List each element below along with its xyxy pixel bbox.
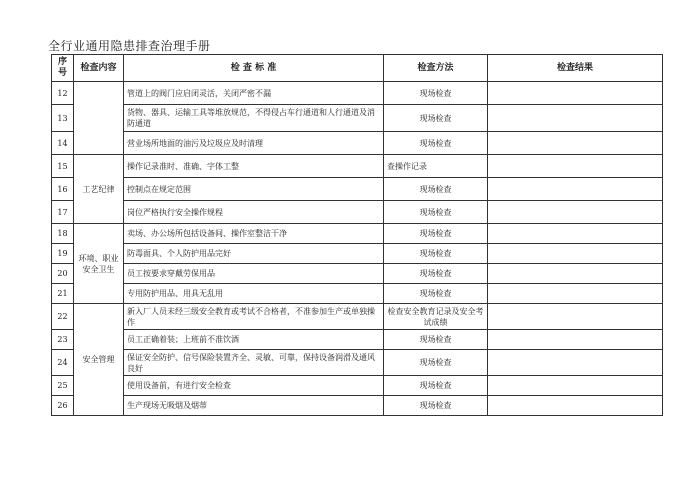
row-standard: 操作记录准时、准确、字体工整 <box>124 155 384 178</box>
row-standard: 员工正确着装；上班前不准饮酒 <box>124 330 384 350</box>
row-number: 25 <box>52 376 74 396</box>
table-row <box>52 264 663 284</box>
row-result <box>488 244 663 264</box>
category-environment: 环境、职业安全卫生 <box>74 224 124 304</box>
inspection-table <box>51 54 663 416</box>
header-content: 检查内容 <box>74 55 124 82</box>
table-row <box>52 396 663 416</box>
row-result <box>488 350 663 376</box>
row-method: 现场检查 <box>384 132 488 155</box>
row-result <box>488 304 663 330</box>
header-result: 检查结果 <box>488 55 663 82</box>
row-method: 现场检查 <box>384 201 488 224</box>
row-number: 24 <box>52 350 74 376</box>
row-method: 现场检查 <box>384 264 488 284</box>
row-result <box>488 396 663 416</box>
category-process: 工艺纪律 <box>74 155 124 224</box>
row-method: 现场检查 <box>384 396 488 416</box>
row-method: 现场检查 <box>384 350 488 376</box>
table-row <box>52 178 663 201</box>
table-row <box>52 244 663 264</box>
row-standard: 员工按要求穿戴劳保用品 <box>124 264 384 284</box>
header-standard: 检 查 标 准 <box>124 55 384 82</box>
table-row <box>52 350 663 376</box>
row-method: 查操作记录 <box>384 155 488 178</box>
row-number: 15 <box>52 155 74 178</box>
table-row <box>52 330 663 350</box>
row-result <box>488 376 663 396</box>
row-standard: 保证安全防护、信号保险装置齐全、灵敏、可靠，保持设备润滑及通风良好 <box>124 350 384 376</box>
row-result <box>488 82 663 105</box>
row-method: 检查安全教育记录及安全考试成绩 <box>384 304 488 330</box>
row-number: 21 <box>52 284 74 304</box>
row-result <box>488 105 663 132</box>
row-number: 14 <box>52 132 74 155</box>
row-standard: 新入厂人员未经三级安全教育或考试不合格者，不准参加生产或单独操作 <box>124 304 384 330</box>
row-method: 现场检查 <box>384 376 488 396</box>
table-row <box>52 132 663 155</box>
row-result <box>488 132 663 155</box>
row-result <box>488 155 663 178</box>
row-result <box>488 178 663 201</box>
row-result <box>488 264 663 284</box>
header-method: 检查方法 <box>384 55 488 82</box>
page-title: 全行业通用隐患排查治理手册 <box>48 39 211 53</box>
row-method: 现场检查 <box>384 224 488 244</box>
row-method: 现场检查 <box>384 178 488 201</box>
row-number: 16 <box>52 178 74 201</box>
row-standard: 货物、器具、运输工具等堆放规范，不得侵占车行通道和人行通道及消防通道 <box>124 105 384 132</box>
row-method: 现场检查 <box>384 82 488 105</box>
table-row <box>52 224 663 244</box>
row-number: 22 <box>52 304 74 330</box>
row-standard: 岗位严格执行安全操作规程 <box>124 201 384 224</box>
row-standard: 专用防护用品、用具无乱用 <box>124 284 384 304</box>
table-row <box>52 105 663 132</box>
row-number: 12 <box>52 82 74 105</box>
row-method: 现场检查 <box>384 284 488 304</box>
row-method: 现场检查 <box>384 105 488 132</box>
row-standard: 管道上的阀门应启闭灵活，关闭严密不漏 <box>124 82 384 105</box>
row-standard: 使用设备前，有进行安全检查 <box>124 376 384 396</box>
row-result <box>488 224 663 244</box>
table-row <box>52 304 663 330</box>
row-number: 17 <box>52 201 74 224</box>
table-row <box>52 284 663 304</box>
row-number: 26 <box>52 396 74 416</box>
row-method: 现场检查 <box>384 244 488 264</box>
row-standard: 生产现场无吸烟及烟蒂 <box>124 396 384 416</box>
category-cell-empty <box>74 82 124 155</box>
row-number: 23 <box>52 330 74 350</box>
table-row <box>52 82 663 105</box>
header-seq: 序号 <box>52 55 74 82</box>
row-result <box>488 284 663 304</box>
row-method: 现场检查 <box>384 330 488 350</box>
row-result <box>488 330 663 350</box>
table-header-row <box>52 55 663 82</box>
row-number: 18 <box>52 224 74 244</box>
category-safety: 安全管理 <box>74 304 124 416</box>
table-row <box>52 376 663 396</box>
row-standard: 营业场所地面的油污及垃圾应及时清理 <box>124 132 384 155</box>
row-standard: 防毒面具、个人防护用品完好 <box>124 244 384 264</box>
row-standard: 控制点在规定范围 <box>124 178 384 201</box>
row-number: 20 <box>52 264 74 284</box>
row-number: 19 <box>52 244 74 264</box>
table-row <box>52 155 663 178</box>
row-standard: 卖场、办公场所包括设备间、操作室整洁干净 <box>124 224 384 244</box>
table-row <box>52 201 663 224</box>
row-result <box>488 201 663 224</box>
row-number: 13 <box>52 105 74 132</box>
